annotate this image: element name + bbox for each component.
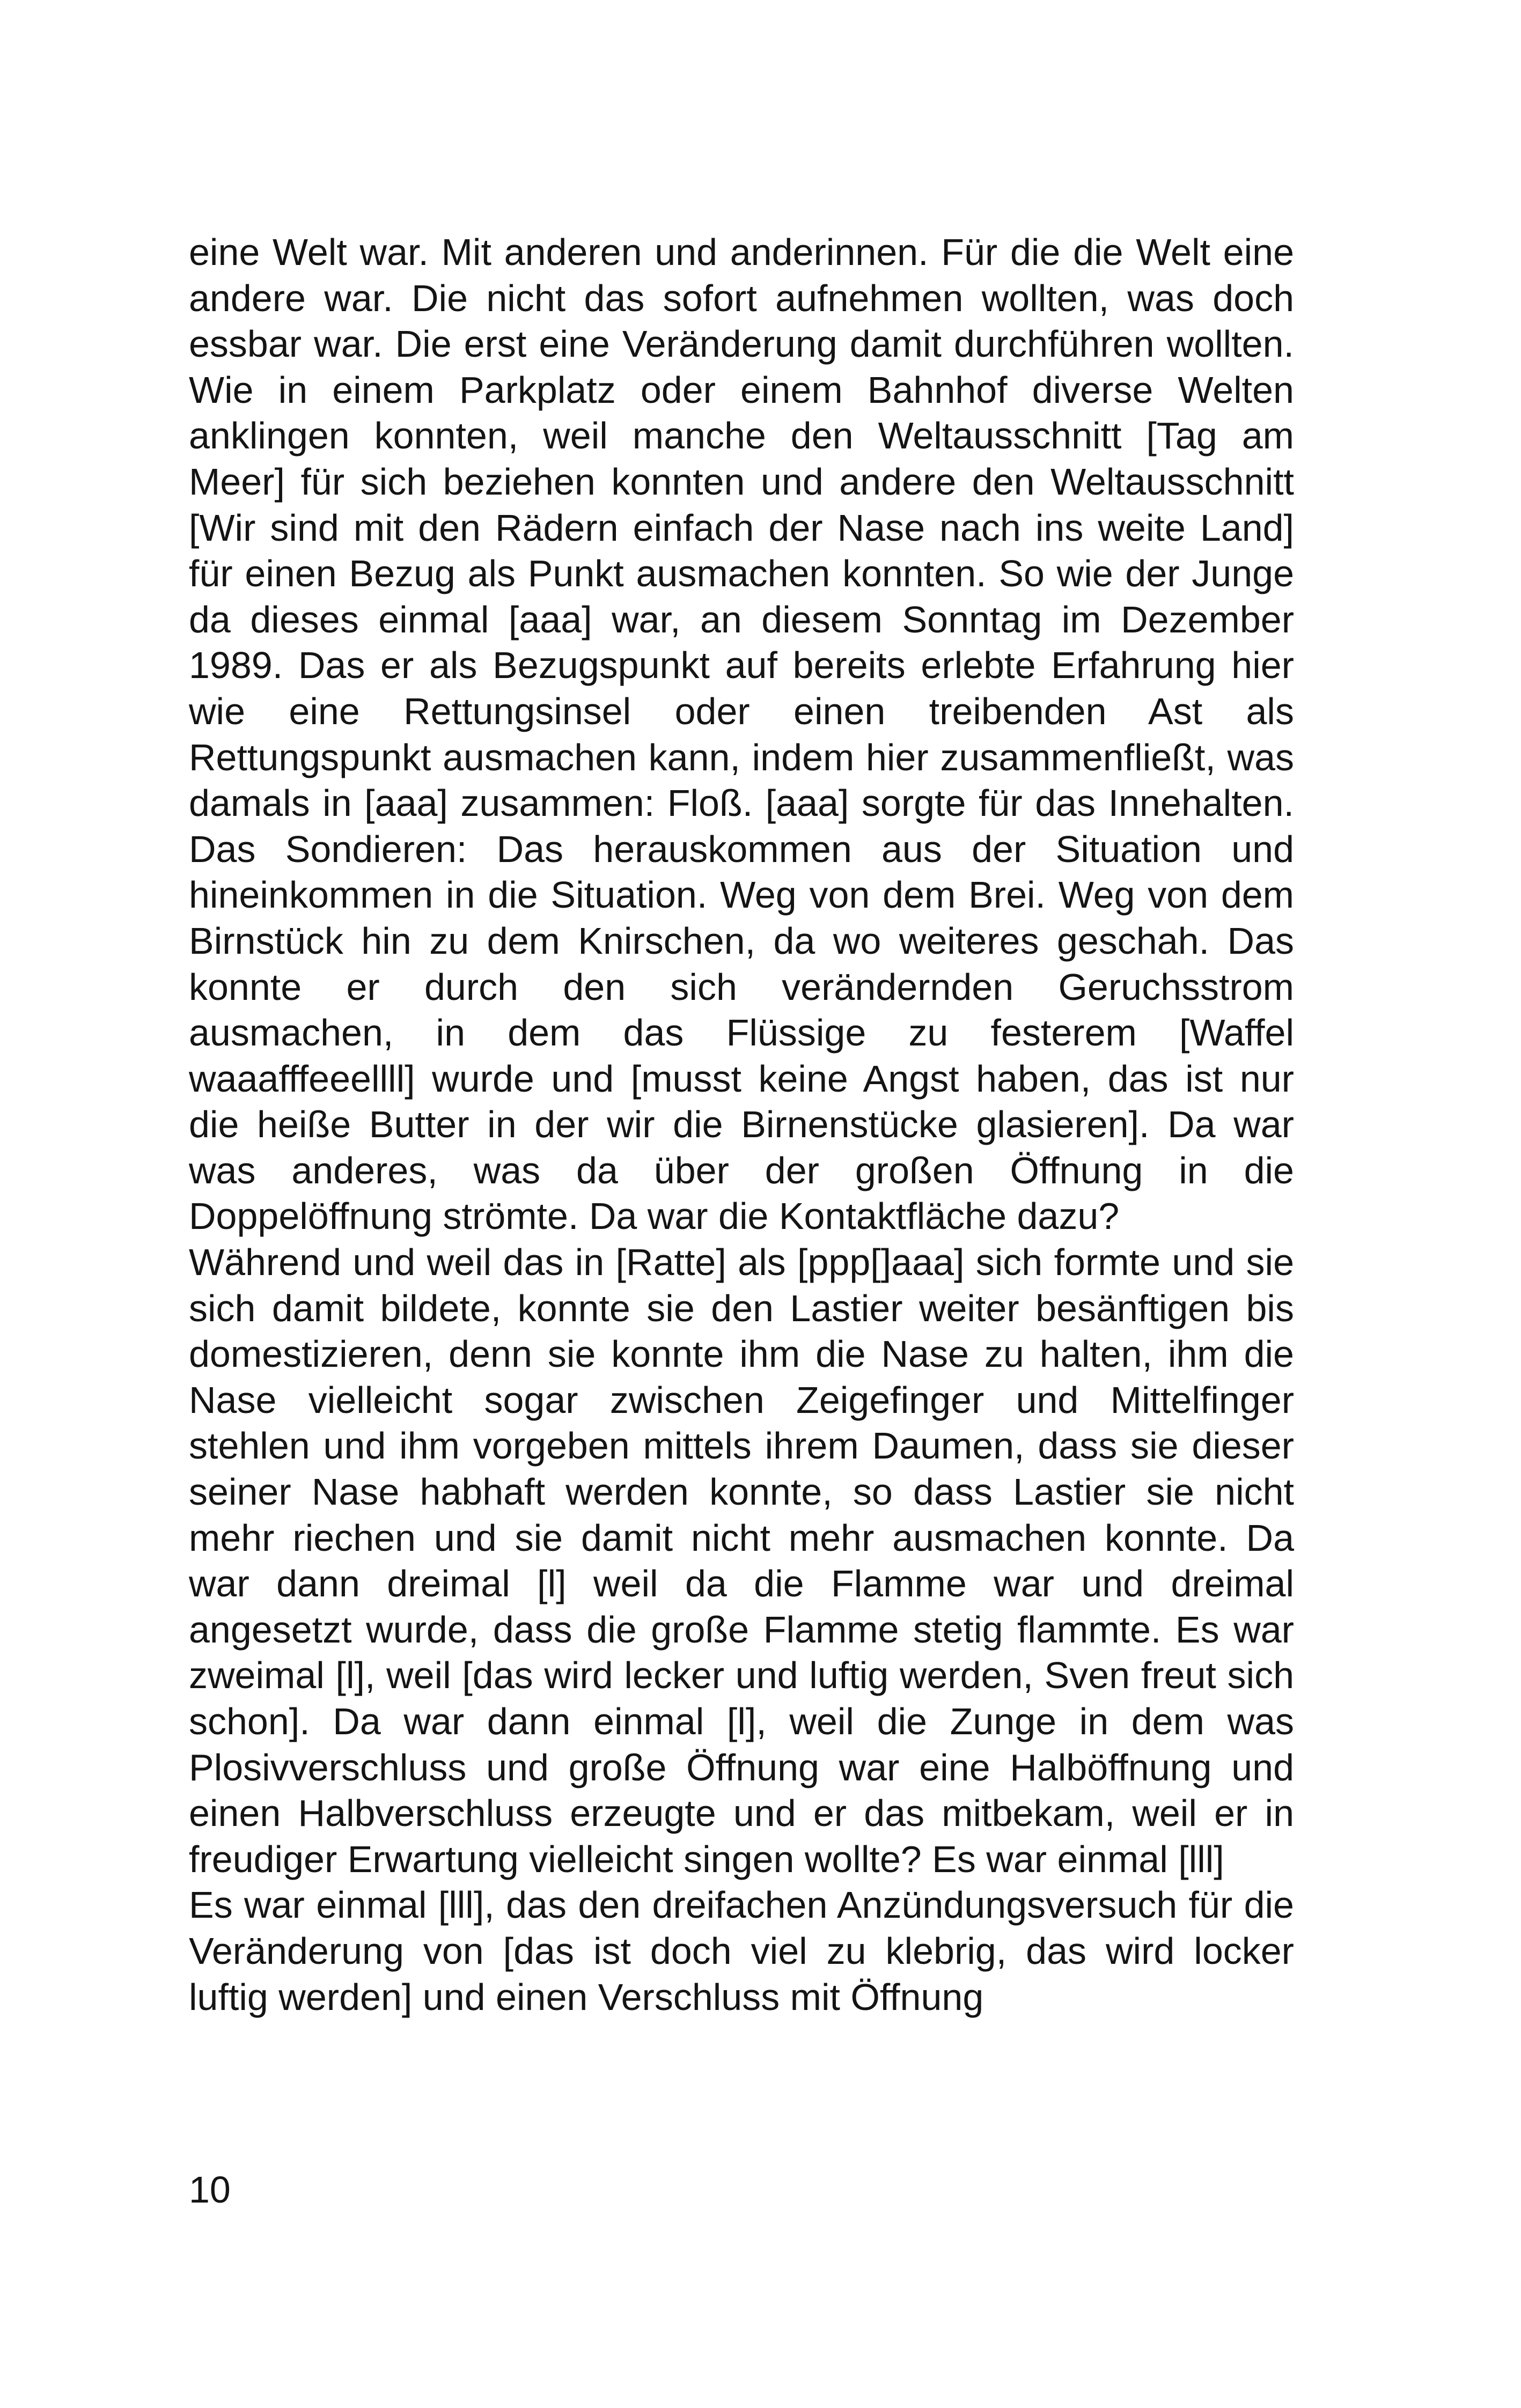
body-text xyxy=(189,230,1294,2020)
page-number: 10 xyxy=(189,2169,231,2211)
paragraph-2: Während und weil das in [Ratte] als [ppp[]aaa] sich formte und sie sich damit bildete, konnte sie den Lastier weiter besänftigen bis domestizieren, denn sie konnte ihm die Nase zu halten, ihm die Nase vielleicht sogar zwischen Zeigefinger und Mittelfinger stehlen und ihm vorgeben mittels ihrem Daumen, dass sie dieser seiner Nase habhaft werden konnte, so dass Lastier sie nicht mehr riechen und sie damit nicht mehr ausmachen konnte. Da war dann dreimal [l] weil da die Flamme war und dreimal angesetzt wurde, dass die große Flamme stetig flammte. Es war zweimal [l], weil [das wird lecker und luftig werden, Sven freut sich schon]. Da war dann einmal [l], weil die Zunge in dem was Plosivverschluss und große Öffnung war eine Halböffnung und einen Halbverschluss erzeugte und er das mitbekam, weil er in freudiger Erwartung vielleicht singen wollte? Es war einmal [lll] xyxy=(189,1241,1294,1880)
paragraph-3: Es war einmal [lll], das den dreifachen Anzündungsversuch für die Veränderung von [das ist doch viel zu klebrig, das wird locker luftig werden] und einen Verschluss mit Öffnung xyxy=(189,1884,1294,2018)
paragraph-1: eine Welt war. Mit anderen und anderinnen. Für die die Welt eine andere war. Die nicht das sofort aufnehmen wollten, was doch essbar war. Die erst eine Veränderung damit durchführen wollten. Wie in einem Parkplatz oder einem Bahnhof diverse Welten anklingen konnten, weil manche den Weltausschnitt [Tag am Meer] für sich beziehen konnten und andere den Weltausschnitt [Wir sind mit den Rädern einfach der Nase nach ins weite Land] für einen Bezug als Punkt ausmachen konnten. So wie der Junge da dieses einmal [aaa] war, an diesem Sonntag im Dezember 1989. Das er als Bezugspunkt auf bereits erlebte Erfahrung hier wie eine Rettungsinsel oder einen treibenden Ast als Rettungspunkt ausmachen kann, indem hier zusammenfließt, was damals in [aaa] zusammen: Floß. [aaa] sorgte für das Innehalten. Das Sondieren: Das herauskommen aus der Situation und hineinkommen in die Situation. Weg von dem Brei. Weg von dem Birnstück hin zu dem Knirschen, da wo weiteres geschah. Das konnte er durch den sich verändernden Geruchsstrom ausmachen, in dem das Flüssige zu festerem [Waffel waaafffeeellll] wurde und [musst keine Angst haben, das ist nur die heiße Butter in der wir die Birnenstücke glasieren]. Da war was anderes, was da über der großen Öffnung in die Doppelöffnung strömte. Da war die Kontaktfläche dazu? xyxy=(189,231,1294,1238)
